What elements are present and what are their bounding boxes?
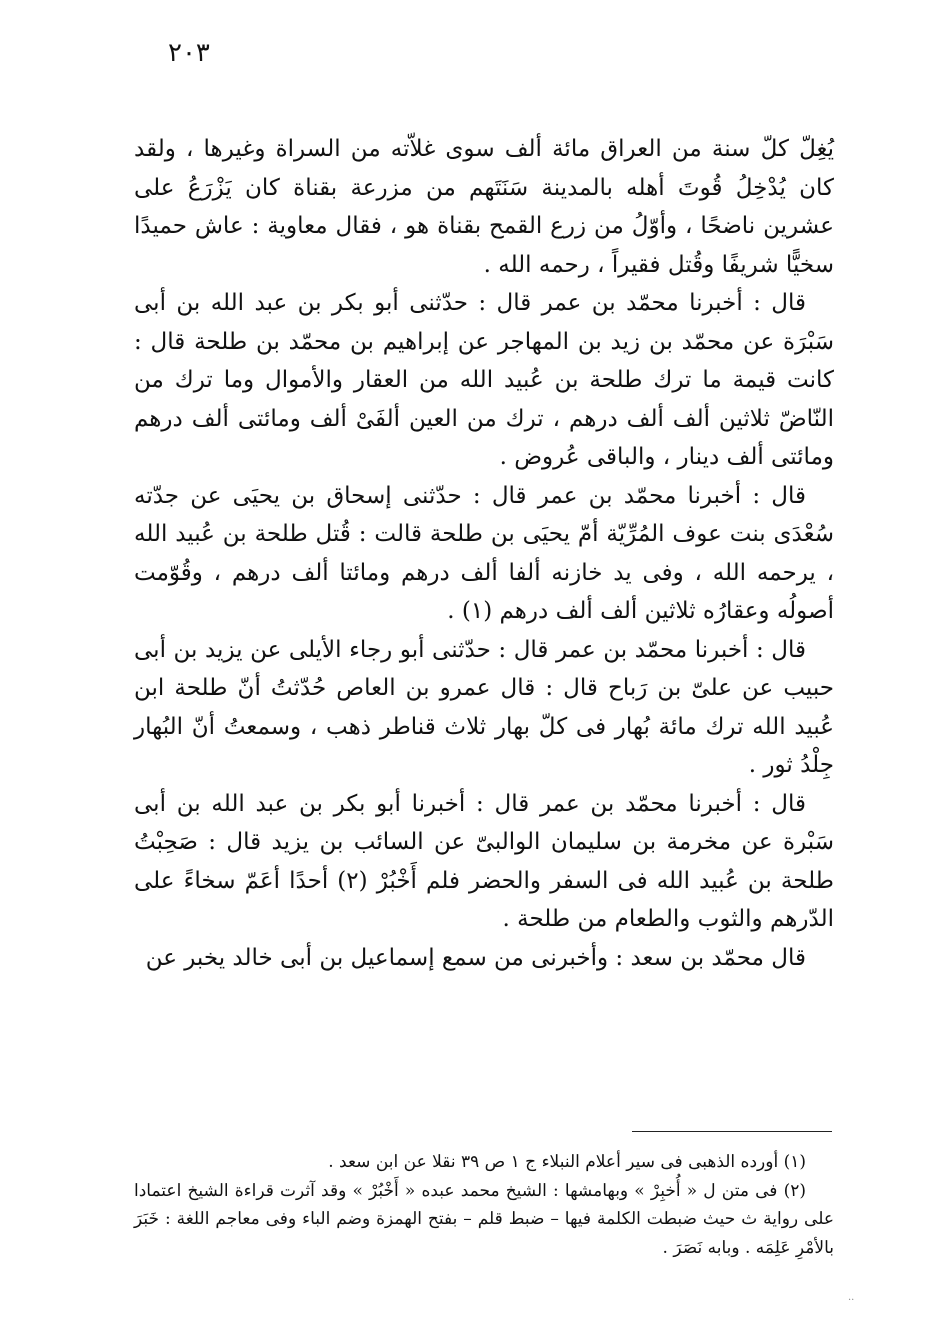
paragraph: يُغِلّ كلّ سنة من العراق مائة ألف سوى غلاّته من السراة وغيرها ، ولقد كان يُدْخِلُ قُوتَ أهله بالمدينة سَنَتَهم من مزرعة بقناة كان يَزْرَعُ على عشرين ناضحًا ، وأوّلُ من زرع القمح بقناة هو ، فقال معاوية : عاش حميدًا سخيًّا شريفًا وقُتل فقيراً ، رحمه الله . [134, 136, 834, 278]
paragraph: قال : أخبرنا محمّد بن عمر قال : أخبرنا أبو بكر بن عبد الله بن أبى سَبْرة عن مخرمة بن سليمان الوالبىّ عن السائب بن يزيد قال : صَحِبْتُ طلحة بن عُبيد الله فى السفر والحضر فلم أَخْبُرْ (٢) أحدًا أعَمّ سخاءً على الدّرهم والثوب والطعام من طلحة . [134, 790, 834, 932]
footnote: (١) أورده الذهبى فى سير أعلام النبلاء ج ١ ص ٣٩ نقلا عن ابن سعد . [328, 1152, 806, 1172]
paragraph: قال : أخبرنا محمّد بن عمر قال : حدّثنى أبو بكر بن عبد الله بن أبى سَبْرَة عن محمّد بن زيد بن المهاجر عن إبراهيم بن محمّد بن طلحة قال : كانت قيمة ما ترك طلحة بن عُبيد الله من العقار والأموال وما ترك من النّاضّ ثلاثين ألف ألف درهم ، ترك من العين ألفَىْ ألف ومائتى ألف درهم ومائتى ألف دينار ، والباقى عُروض . [134, 290, 834, 470]
paragraph: قال : أخبرنا محمّد بن عمر قال : حدّثنى إسحاق بن يحيَى عن جدّته سُعْدَى بنت عوف المُرِّيّة أمّ يحيَى بن طلحة قالت : قُتل طلحة بن عُبيد الله ، يرحمه الله ، وفى يد خازنه ألفا ألف درهم ومائتا ألف درهم ، وقُوّمت أصولُه وعقارُه ثلاثين ألف ألف درهم (١) . [134, 482, 834, 624]
footnotes [134, 1148, 834, 1262]
main-text [134, 130, 834, 977]
footnote-divider [632, 1131, 832, 1132]
page-number: ٢٠٣ [168, 38, 210, 68]
paragraph: قال : أخبرنا محمّد بن عمر قال : حدّثنى أبو رجاء الأيلى عن يزيد بن أبى حبيب عن علىّ بن رَباح قال : قال عمرو بن العاص حُدّثتُ أنّ طلحة ابن عُبيد الله ترك مائة بُهار فى كلّ بهار ثلاث قناطر ذهب ، وسمعتُ أنّ البُهار جِلْدُ ثور . [134, 636, 834, 778]
footnote: (٢) فى متن ل « أُخبِرْ » وبهامشها : الشيخ محمد عبده « أَخْبُرْ » وقد آثرت قراءة الشيخ اعتمادا على رواية ث حيث ضبطت الكلمة فيها – ضبط قلم – بفتح الهمزة وضم الباء وفى معاجم اللغة : خَبَرَ بالأمْرِ عَلِمَه . وبابه نَصَرَ . [134, 1180, 834, 1258]
scan-speck: .. [848, 1292, 855, 1303]
paragraph: قال محمّد بن سعد : وأخبرنى من سمع إسماعيل بن أبى خالد يخبر عن [145, 944, 806, 971]
